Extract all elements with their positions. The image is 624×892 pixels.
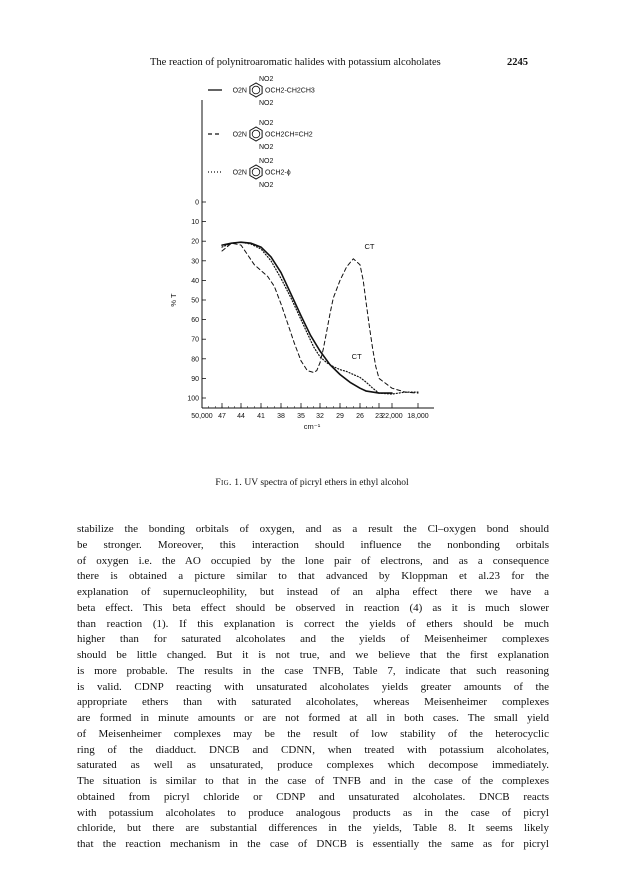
- benzene-ring-icon: [250, 127, 262, 141]
- body-line: is valid. CDNP reacting with unsaturated alcoholates yields greater amounts of the: [77, 680, 549, 693]
- body-line: saturated as well as unsaturated, produce complexes which decompose immediately.: [77, 759, 549, 772]
- body-line: explanation of supernucleophility, but instead of an alpha effect there we have a: [77, 586, 549, 598]
- x-tick-label: 47: [218, 413, 226, 420]
- legend-right-group: OCH2-ϕ: [265, 169, 291, 177]
- series-line-dashed: [222, 243, 418, 393]
- body-line: chloride, but there are substantial differences in the yields, Table 8. It seems likely: [77, 822, 549, 835]
- body-line: is more probable. The results in the case TNFB, Table 7, indicate that such reasoning: [77, 664, 549, 677]
- y-tick-label: 70: [191, 336, 199, 344]
- figure-caption: [0, 478, 624, 488]
- legend-top-group: NO2: [259, 76, 274, 83]
- y-axis-label: % T: [169, 293, 178, 307]
- benzene-ring-icon: [250, 165, 262, 179]
- legend-left-group: O2N: [232, 87, 247, 95]
- body-line: that the reaction mechanism in the case of DNCB is essentially the same as for picryl: [77, 838, 549, 850]
- y-tick-label: 60: [191, 317, 199, 325]
- ct-annotation: CT: [364, 242, 375, 252]
- body-line: of Meisenheimer complexes may be the result of low stability of the heterocyclic: [77, 727, 549, 740]
- body-paragraph: [77, 522, 549, 853]
- body-line: should be little changed. But it is not true, and we believe that the first explanation: [77, 649, 549, 661]
- body-line: be stronger. Moreover, this interaction should influence the nonbonding orbitals: [77, 538, 549, 551]
- body-line: are formed in minute amounts or are not formed at all in both cases. The small yield: [77, 712, 549, 724]
- figure-label: Fig. 1.: [215, 478, 243, 488]
- aromatic-circle-icon: [252, 130, 260, 138]
- legend-left-group: O2N: [232, 169, 247, 177]
- x-axis-label: cm⁻¹: [303, 422, 321, 431]
- body-line: there is obtained a picture similar to that advanced by Kloppman et al.23 for the: [77, 570, 549, 583]
- y-tick-label: 10: [191, 219, 199, 227]
- body-line: appropriate ethers than with saturated alcoholates, whereas Meisenheimer complexes: [77, 696, 549, 709]
- legend-bottom-group: NO2: [259, 144, 274, 151]
- y-tick-label: 80: [191, 356, 199, 364]
- figure-caption-text: UV spectra of picryl ethers in ethyl alcohol: [244, 478, 409, 488]
- x-tick-label: 38: [277, 413, 285, 420]
- y-tick-label: 40: [191, 277, 199, 285]
- y-tick-label: 30: [191, 258, 199, 266]
- legend-left-group: O2N: [232, 131, 247, 139]
- aromatic-circle-icon: [252, 168, 260, 176]
- uv-spectra-chart: [160, 76, 460, 470]
- x-tick-label: 23: [375, 413, 383, 420]
- running-title: The reaction of polynitroaromatic halides with potassium alcoholates: [150, 57, 441, 68]
- x-tick-label: 26: [356, 413, 364, 420]
- x-tick-label: 18,000: [407, 413, 429, 420]
- x-tick-label: 50,000: [191, 413, 213, 420]
- body-line: ring of the diadduct. DNCB and CDNN, when treated with potassium alcoholates,: [77, 743, 549, 756]
- y-tick-label: 100: [187, 395, 199, 403]
- series-line-dotted: [222, 242, 418, 394]
- running-header: [116, 57, 526, 73]
- figure-uv-spectra: [160, 76, 460, 470]
- legend-bottom-group: NO2: [259, 182, 274, 189]
- x-tick-label: 44: [237, 413, 245, 420]
- aromatic-circle-icon: [252, 86, 260, 94]
- y-tick-label: 90: [191, 375, 199, 383]
- body-line: stabilize the bonding orbitals of oxygen, and as a result the Cl–oxygen bond should: [77, 523, 549, 535]
- body-line: higher than for saturated alcoholates and the yields of Meisenheimer complexes: [77, 633, 549, 646]
- body-line: beta effect. This beta effect should be observed in reaction (4) as it is much slower: [77, 601, 549, 614]
- body-line: obtained from picryl chloride or CDNP and unsaturated alcoholates. DNCB reacts: [77, 790, 549, 803]
- legend-top-group: NO2: [259, 158, 274, 165]
- body-line: The situation is similar to that in the case of TNFB and in the case of the complexes: [77, 775, 549, 787]
- body-line: of oxygen i.e. the AO occupied by the lone pair of electrons, and as a consequence: [77, 554, 549, 567]
- y-tick-label: 0: [195, 199, 199, 207]
- legend-right-group: OCH2-CH2CH3: [265, 87, 315, 95]
- y-tick-label: 50: [191, 297, 199, 305]
- series-line-solid: [222, 242, 392, 393]
- y-tick-label: 20: [191, 238, 199, 246]
- x-tick-label: 32: [316, 413, 324, 420]
- body-line: with potassium alcoholates to produce analogous products as in the case of picryl: [77, 806, 549, 819]
- legend-bottom-group: NO2: [259, 100, 274, 107]
- x-tick-label: 35: [297, 413, 305, 420]
- x-tick-label: 29: [336, 413, 344, 420]
- ct-annotation: CT: [351, 351, 362, 361]
- legend-top-group: NO2: [259, 120, 274, 127]
- x-tick-label: 41: [257, 413, 265, 420]
- legend-right-group: OCH2CH=CH2: [265, 131, 313, 139]
- x-tick-label: 22,000: [381, 413, 403, 420]
- body-line: than reaction (1). If this explanation is correct the yields of ethers should be much: [77, 617, 549, 630]
- page-number: 2245: [507, 57, 528, 68]
- benzene-ring-icon: [250, 83, 262, 97]
